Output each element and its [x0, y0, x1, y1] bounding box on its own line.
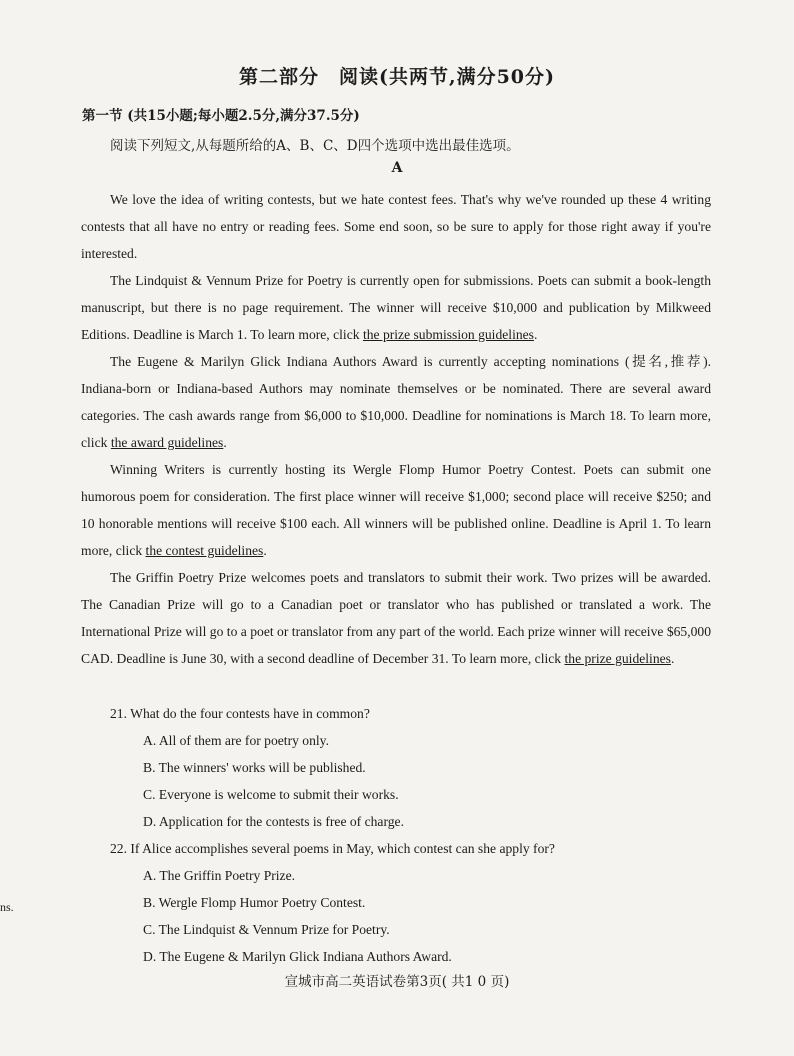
contest-name: The Eugene & Marilyn Glick Indiana Authors Award: [110, 354, 418, 369]
paragraph-text: . Poets can submit one humorous poem for consideration. The first place winner will receive $1,000; second place will receive $250; and 10 honorable mentions will receive $100 each. All winners will be published online. Deadline is April 1. To learn more, click: [81, 462, 711, 558]
passage-paragraph-wergle: Winning Writers is currently hosting its Wergle Flomp Humor Poetry Contest. Poets can submit one humorous poem for consideration. The first place winner will receive $1,000; second place will receive $250; and 10 honorable mentions will receive $100 each. All winners will be published online. Deadline is April 1. To learn more, click the contest guidelines.: [81, 462, 711, 558]
passage-label: A: [391, 160, 403, 176]
answer-option: A. The Griffin Poetry Prize.: [143, 868, 296, 883]
guidelines-link: the contest guidelines: [145, 543, 264, 558]
instructions: 阅读下列短文,从每题所给的A、B、C、D四个选项中选出最佳选项。: [110, 138, 520, 154]
question-stem: 21. What do the four contests have in common?: [110, 706, 370, 721]
answer-option: C. Everyone is welcome to submit their works.: [143, 787, 399, 802]
section-title: 第一节 (共15小题;每小题2.5分,满分37.5分): [82, 108, 360, 124]
passage-paragraph-glick: The Eugene & Marilyn Glick Indiana Authors Award is currently accepting nominations (提名,推荐). Indiana-born or Indiana-based Authors may nominate themselves or be nominated. There are several award categories. The cash awards range from $6,000 to $10,000. Deadline for nominations is March 18. To learn more, click the award guidelines.: [81, 354, 711, 450]
paragraph-text: Winning Writers is currently hosting its: [110, 462, 353, 477]
answer-option: B. Wergle Flomp Humor Poetry Contest.: [143, 895, 366, 910]
answer-option: A. All of them are for poetry only.: [143, 733, 329, 748]
answer-option: D. Application for the contests is free of charge.: [143, 814, 404, 829]
passage-paragraph-intro: We love the idea of writing contests, but we hate contest fees. That's why we've rounded up these 4 writing contests that all have no entry or reading fees. Some end soon, so be sure to apply for those right away if you're interested.: [81, 192, 711, 261]
contest-name: The Lindquist & Vennum Prize for Poetry: [110, 273, 343, 288]
guidelines-link: the prize submission guidelines: [362, 327, 534, 342]
questions: [81, 700, 711, 970]
paragraph-text: is currently accepting nominations (提名,推荐). Indiana-born or Indiana-based Authors may nominate themselves or be nominated. There are several award categories. The cash awards range from $6,000 to $10,000. Deadline for nominations is March 18. To learn more, click: [81, 354, 711, 450]
part-title: 第二部分 阅读(共两节,满分50分): [238, 66, 556, 88]
passage-paragraph-griffin: The Griffin Poetry Prize welcomes poets and translators to submit their work. Two prizes will be awarded. The Canadian Prize will go to a Canadian poet or translator who has published or translated a work. The International Prize will go to a poet or translator from any part of the world. Each prize winner will receive $65,000 CAD. Deadline is June 30, with a second deadline of December 31. To learn more, click the prize guidelines.: [81, 570, 711, 666]
guidelines-link: the prize guidelines: [564, 651, 671, 666]
guidelines-link: the award guidelines: [110, 435, 224, 450]
answer-option: B. The winners' works will be published.: [143, 760, 366, 775]
paragraph-text: is currently open for submissions. Poets can submit a book-length manuscript, but there is no page requirement. The winner will receive $10,000 and publication by Milkweed Editions. Deadline is March 1. To learn more, click: [81, 273, 711, 342]
paragraph-text: welcomes poets and translators to submit their work. Two prizes will be awarded. The Canadian Prize will go to a Canadian poet or translator who has published or translated a work. The International Prize will go to a poet or translator from any part of the world. Each prize winner will receive $65,000 CAD. Deadline is June 30, with a second deadline of December 31. To learn more, click: [81, 570, 711, 666]
margin-text-fragment: ns.: [0, 900, 14, 914]
contest-name: Wergle Flomp Humor Poetry Contest: [352, 462, 573, 477]
passage-paragraph-lindquist: The Lindquist & Vennum Prize for Poetry is currently open for submissions. Poets can submit a book-length manuscript, but there is no page requirement. The winner will receive $10,000 and publication by Milkweed Editions. Deadline is March 1. To learn more, click the prize submission guidelines.: [81, 273, 711, 342]
question-stem: 22. If Alice accomplishes several poems in May, which contest can she apply for?: [110, 841, 555, 856]
passage-body: [81, 186, 711, 672]
answer-option: D. The Eugene & Marilyn Glick Indiana Authors Award.: [143, 949, 452, 964]
page-footer: 宣城市高二英语试卷第3页( 共1 0 页): [284, 974, 510, 990]
contest-name: The Griffin Poetry Prize: [110, 570, 247, 585]
answer-option: C. The Lindquist & Vennum Prize for Poetry.: [143, 922, 390, 937]
